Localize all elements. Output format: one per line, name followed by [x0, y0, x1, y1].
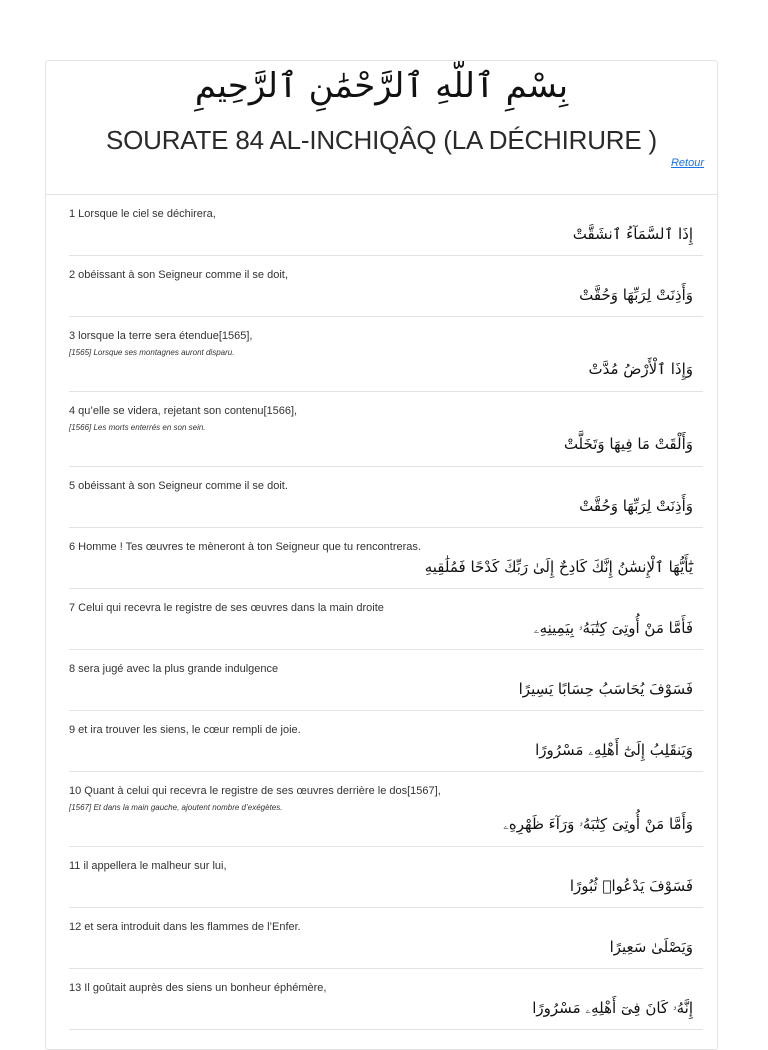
verse-arabic: فَأَمَّا مَنْ أُوتِىَ كِتَٰبَهُۥ بِيَمِينِهِۦ	[533, 619, 693, 637]
verse-row	[69, 392, 703, 467]
basmala-calligraphy: بِسْمِ ٱللَّهِ ٱلرَّحْمَٰنِ ٱلرَّحِيمِ	[194, 66, 569, 106]
verse-arabic: إِذَا ٱلسَّمَآءُ ٱنشَقَّتْ	[572, 225, 693, 243]
verse-row	[69, 195, 703, 256]
verse-translation: 2 obéissant à son Seigneur comme il se doit,	[69, 269, 288, 281]
page-header	[46, 61, 717, 195]
verse-footnote: [1567] Et dans la main gauche, ajoutent nombre d’exégètes.	[69, 803, 283, 812]
verse-translation: 10 Quant à celui qui recevra le registre de ses œuvres derrière le dos[1567],	[69, 785, 441, 797]
verse-arabic: وَأَمَّا مَنْ أُوتِىَ كِتَٰبَهُۥ وَرَآءَ ظَهْرِهِۦ	[503, 815, 693, 833]
verse-translation: 7 Celui qui recevra le registre de ses œuvres dans la main droite	[69, 602, 384, 614]
verse-row	[69, 772, 703, 847]
verse-row	[69, 256, 703, 317]
verse-arabic: وَيَنقَلِبُ إِلَىٰٓ أَهْلِهِۦ مَسْرُورًا	[535, 741, 693, 759]
verse-arabic: وَإِذَا ٱلْأَرْضُ مُدَّتْ	[588, 360, 693, 378]
verse-row	[69, 317, 703, 392]
back-link[interactable]: Retour	[670, 157, 704, 169]
verse-footnote: [1566] Les morts enterrés en son sein.	[69, 423, 206, 432]
verse-arabic: وَيَصْلَىٰ سَعِيرًا	[609, 938, 693, 956]
verse-arabic: يَٰٓأَيُّهَا ٱلْإِنسَٰنُ إِنَّكَ كَادِحٌ إِلَىٰ رَبِّكَ كَدْحًا فَمُلَٰقِيهِ	[424, 558, 693, 576]
verse-row	[69, 589, 703, 650]
verse-row	[69, 467, 703, 528]
verse-translation: 11 il appellera le malheur sur lui,	[69, 860, 227, 872]
verse-list	[46, 195, 717, 1030]
verse-footnote: [1565] Lorsque ses montagnes auront disparu.	[69, 348, 235, 357]
page-title: SOURATE 84 AL-INCHIQÂQ (LA DÉCHIRURE )	[105, 125, 658, 155]
verse-arabic: فَسَوْفَ يَدْعُوا۟ ثُبُورًا	[569, 877, 693, 895]
surah-card	[45, 60, 718, 1050]
verse-row	[69, 528, 703, 589]
verse-translation: 8 sera jugé avec la plus grande indulgence	[69, 663, 279, 675]
verse-translation: 6 Homme ! Tes œuvres te mèneront à ton Seigneur que tu rencontreras.	[69, 541, 421, 553]
verse-translation: 5 obéissant à son Seigneur comme il se doit.	[69, 480, 288, 492]
verse-row	[69, 711, 703, 772]
verse-translation: 13 Il goûtait auprès des siens un bonheur éphémère,	[69, 982, 327, 994]
verse-row	[69, 847, 703, 908]
verse-translation: 1 Lorsque le ciel se déchirera,	[69, 208, 216, 220]
verse-row	[69, 908, 703, 969]
verse-translation: 3 lorsque la terre sera étendue[1565],	[69, 330, 253, 342]
verse-row	[69, 650, 703, 711]
verse-translation: 4 qu’elle se videra, rejetant son contenu[1566],	[69, 405, 298, 417]
verse-arabic: وَأَذِنَتْ لِرَبِّهَا وَحُقَّتْ	[579, 286, 693, 304]
verse-translation: 12 et sera introduit dans les flammes de l’Enfer.	[69, 921, 301, 933]
verse-arabic: وَأَلْقَتْ مَا فِيهَا وَتَخَلَّتْ	[563, 435, 693, 453]
verse-row	[69, 969, 703, 1030]
verse-arabic: فَسَوْفَ يُحَاسَبُ حِسَابًا يَسِيرًا	[518, 680, 693, 698]
verse-translation: 9 et ira trouver les siens, le cœur rempli de joie.	[69, 724, 301, 736]
verse-arabic: إِنَّهُۥ كَانَ فِىٓ أَهْلِهِۦ مَسْرُورًا	[532, 999, 693, 1017]
verse-arabic: وَأَذِنَتْ لِرَبِّهَا وَحُقَّتْ	[579, 497, 693, 515]
